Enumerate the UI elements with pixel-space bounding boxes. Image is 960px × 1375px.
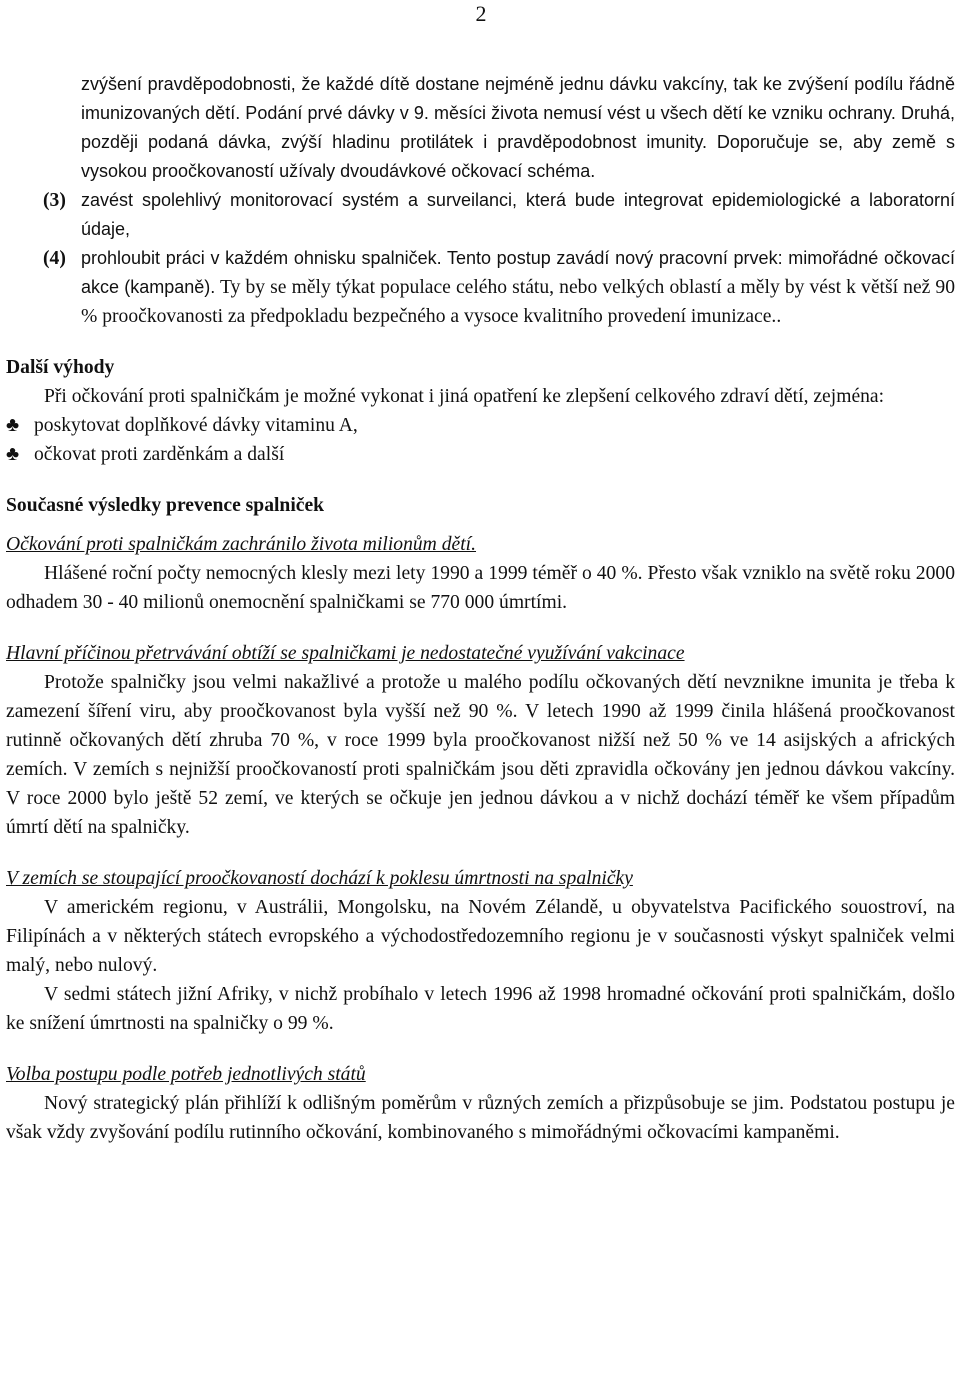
list-item-text: Ty by se měly týkat populace celého státu, nebo velkých oblastí a měly by vést k větší než 90 % proočkovanosti za předpokladu bezpečného a vysoce kvalitního provedení imunizace.. bbox=[81, 277, 956, 327]
paragraph: Protože spalničky jsou velmi nakažlivé a protože u malého podílu očkovaných dětí nevznikne imunita je třeba k zamezení šíření viru, aby proočkovanost byla vyšší než 90 %. V letech 1990 až 1999 činila hlášená proočkovanost rutinně očkovaných dětí zhruba 70 %, v roce 1999 byla proočkovanost nižší než 50 % ve 14 asijských a afrických zemích. V zemích s nejnižší proočkovaností proti spalničkám jsou děti zpravidla očkovány jen jednou dávkou vakcíny. V roce 2000 bylo ještě 52 zemí, ve kterých se očkuje jen jednou dávkou a v nichž dochází téměř ke všem případům úmrtí dětí na spalničky. bbox=[6, 672, 955, 838]
continued-list-block bbox=[6, 70, 955, 331]
bullet-text: očkovat proti zarděnkám a další bbox=[34, 444, 285, 465]
list-item-text: prohloubit práci v každém ohnisku spalniček. Tento postup zavádí nový pracovní prvek: mimořádné očkovací akce (kampaně). bbox=[81, 248, 955, 297]
document-body bbox=[6, 70, 955, 1147]
section-subheading: Hlavní příčinou přetrvávání obtíží se spalničkami je nedostatečné využívání vakcinace bbox=[6, 643, 685, 664]
paragraph: V sedmi státech jižní Afriky, v nichž probíhalo v letech 1996 až 1998 hromadné očkování proti spalničkám, došlo ke snížení úmrtnosti na spalničky o 99 %. bbox=[6, 984, 955, 1034]
page-number: 2 bbox=[475, 1, 487, 26]
bullet-text: poskytovat doplňkové dávky vitaminu A, bbox=[34, 415, 358, 436]
club-bullet-icon: ♣ bbox=[6, 443, 20, 465]
bullet-item bbox=[6, 440, 955, 469]
list-number: (3) bbox=[43, 190, 66, 211]
bullet-item bbox=[6, 411, 955, 440]
list-item-4 bbox=[43, 244, 956, 331]
section-subheading: Volba postupu podle potřeb jednotlivých států bbox=[6, 1064, 366, 1085]
paragraph: V americkém regionu, v Austrálii, Mongolsku, na Novém Zélandě, u obyvatelstva Pacifického souostroví, na Filipínách a v některých státech evropského a východostředozemního regionu je v současnosti výskyt spalniček velmi malý, nebo nulový. bbox=[6, 897, 955, 976]
section-heading: Další výhody bbox=[6, 357, 115, 378]
paragraph: Hlášené roční počty nemocných klesly mezi lety 1990 a 1999 téměř o 40 %. Přesto však vzniklo na světě roku 2000 odhadem 30 - 40 milionů onemocnění spalničkami se 770 000 úmrtími. bbox=[6, 563, 955, 613]
club-bullet-icon: ♣ bbox=[6, 414, 20, 436]
paragraph: Při očkování proti spalničkám je možné vykonat i jiná opatření ke zlepšení celkového zdraví dětí, zejména: bbox=[44, 386, 885, 407]
paragraph bbox=[81, 70, 955, 186]
list-item-text: zavést spolehlivý monitorovací systém a surveilanci, která bude integrovat epidemiologické a laboratorní údaje, bbox=[81, 190, 955, 239]
section-heading: Současné výsledky prevence spalniček bbox=[6, 495, 325, 516]
paragraph-text: Doporučuje se, aby země s vysokou proočkovaností užívaly dvoudávkové očkovací schéma. bbox=[81, 132, 956, 181]
paragraph-text: zvýšení pravděpodobnosti, že každé dítě dostane nejméně jednu dávku vakcíny, tak ke zvýšení podílu řádně imunizovaných dětí. Podání prvé dávky v 9. měsíci života nemusí vést u všech dětí ke vzniku ochrany. Druhá, později podaná dávka, zvýší hladinu protilátek i pravděpodobnost imunity. bbox=[81, 74, 955, 152]
section-subheading: V zemích se stoupající proočkovaností dochází k poklesu úmrtnosti na spalničky bbox=[6, 868, 633, 889]
list-item-3 bbox=[43, 186, 955, 244]
section-subheading: Očkování proti spalničkám zachránilo života milionům dětí. bbox=[6, 534, 477, 555]
list-number: (4) bbox=[43, 248, 66, 269]
paragraph: Nový strategický plán přihlíží k odlišným poměrům v různých zemích a přizpůsobuje se jim. Podstatou postupu je však vždy zvyšování podílu rutinního očkování, kombinovaného s mimořádnými očkovacími kampaněmi. bbox=[6, 1093, 955, 1143]
